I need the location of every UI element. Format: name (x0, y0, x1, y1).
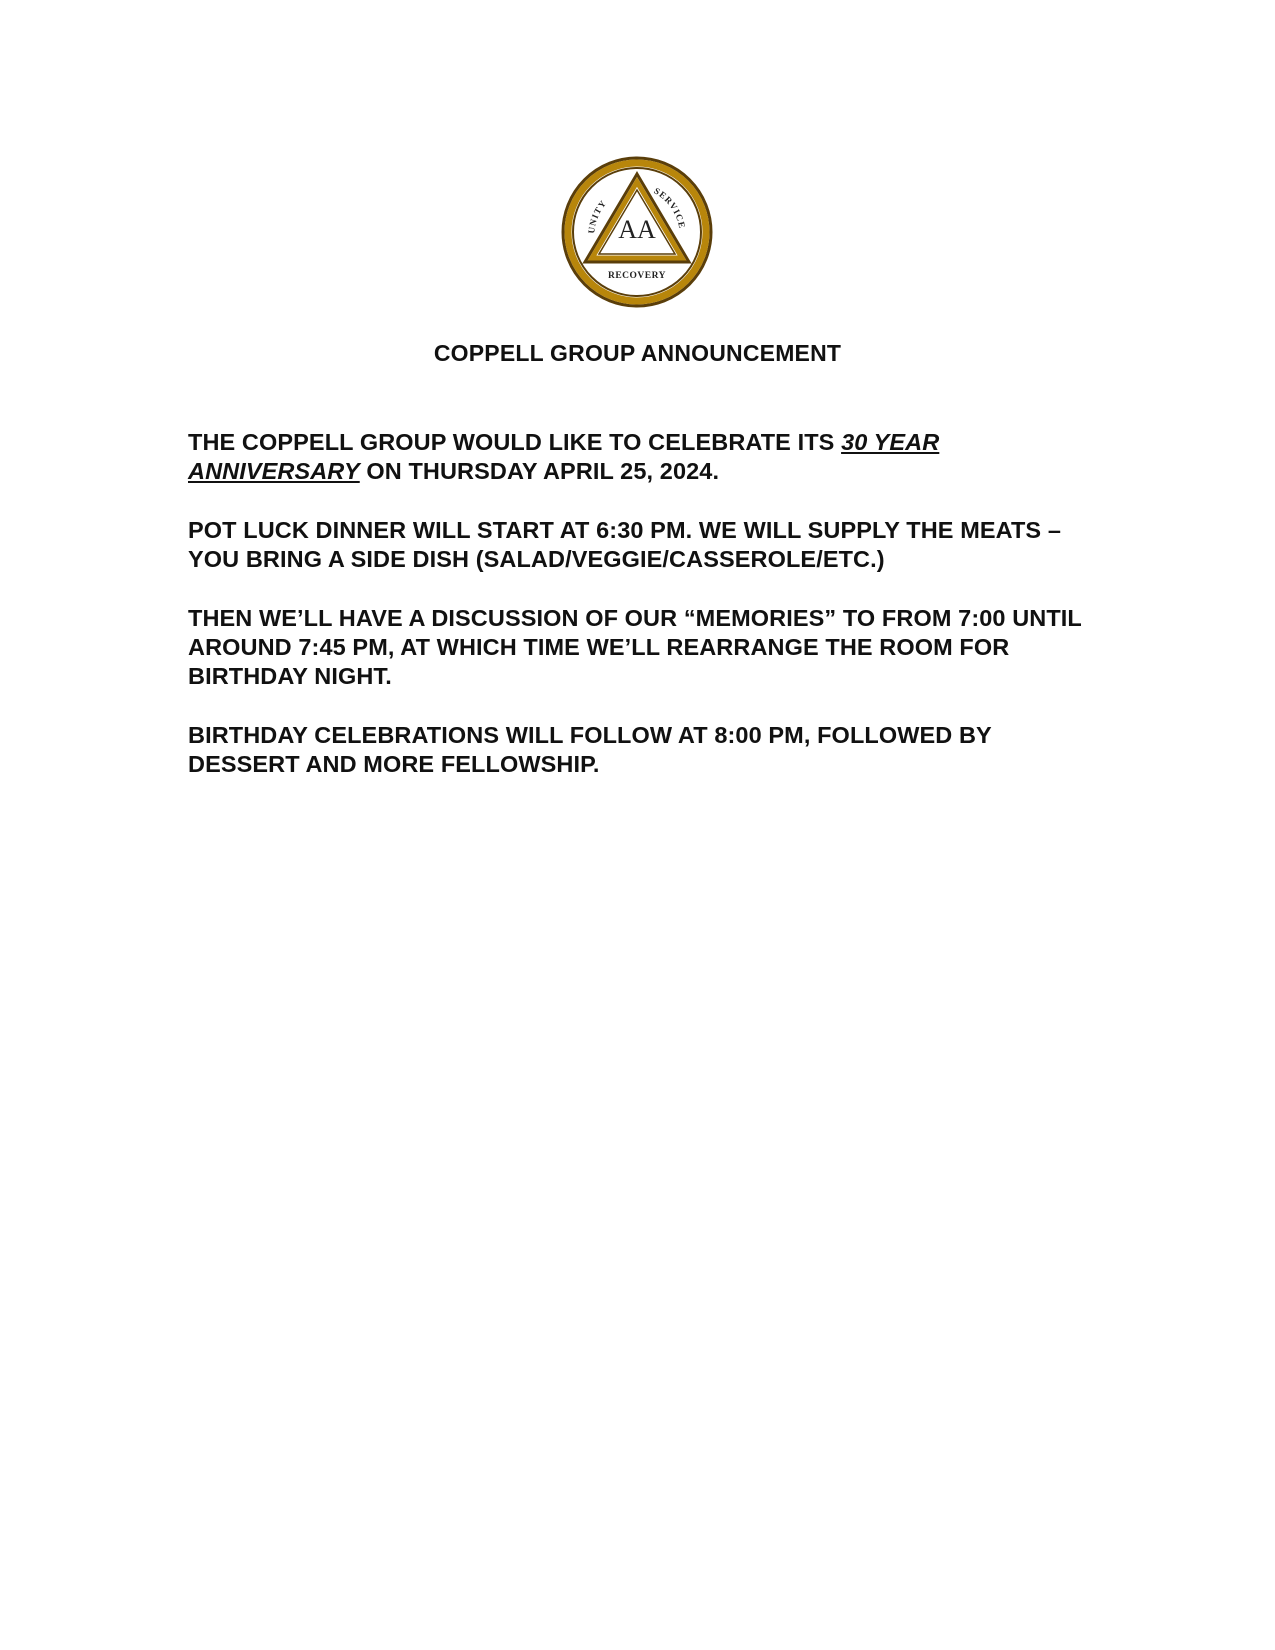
paragraph-potluck: POT LUCK DINNER WILL START AT 6:30 PM. WE WILL SUPPLY THE MEATS – YOU BRING A SIDE DISH (SALAD/VEGGIE/CASSEROLE/ETC.) (188, 517, 1062, 572)
paragraph-discussion: THEN WE’LL HAVE A DISCUSSION OF OUR “MEMORIES” TO FROM 7:00 UNTIL AROUND 7:45 PM, AT WHICH TIME WE’LL REARRANGE THE ROOM FOR BIRTHDAY NIGHT. (188, 605, 1082, 689)
logo-left-text: UNITY (586, 197, 609, 235)
logo-center-text: AA (618, 215, 656, 244)
paragraph-anniversary-end: ON THURSDAY APRIL 25, 2024. (359, 458, 720, 484)
paragraph-anniversary (188, 428, 1108, 486)
anniversary-emphasis: 30 YEAR ANNIVERSARY (188, 429, 940, 484)
announcement-body (188, 428, 1108, 809)
logo-bottom-text: RECOVERY (607, 271, 667, 281)
aa-circle-triangle-logo-icon (557, 152, 717, 312)
paragraph-birthday: BIRTHDAY CELEBRATIONS WILL FOLLOW AT 8:00 PM, FOLLOWED BY DESSERT AND MORE FELLOWSHIP. (188, 722, 992, 777)
logo-right-text: SERVICE (652, 185, 688, 230)
document-title: COPPELL GROUP ANNOUNCEMENT (433, 340, 842, 366)
paragraph-anniversary-start: THE COPPELL GROUP WOULD LIKE TO CELEBRATE ITS (188, 429, 842, 455)
aa-logo (557, 152, 717, 312)
